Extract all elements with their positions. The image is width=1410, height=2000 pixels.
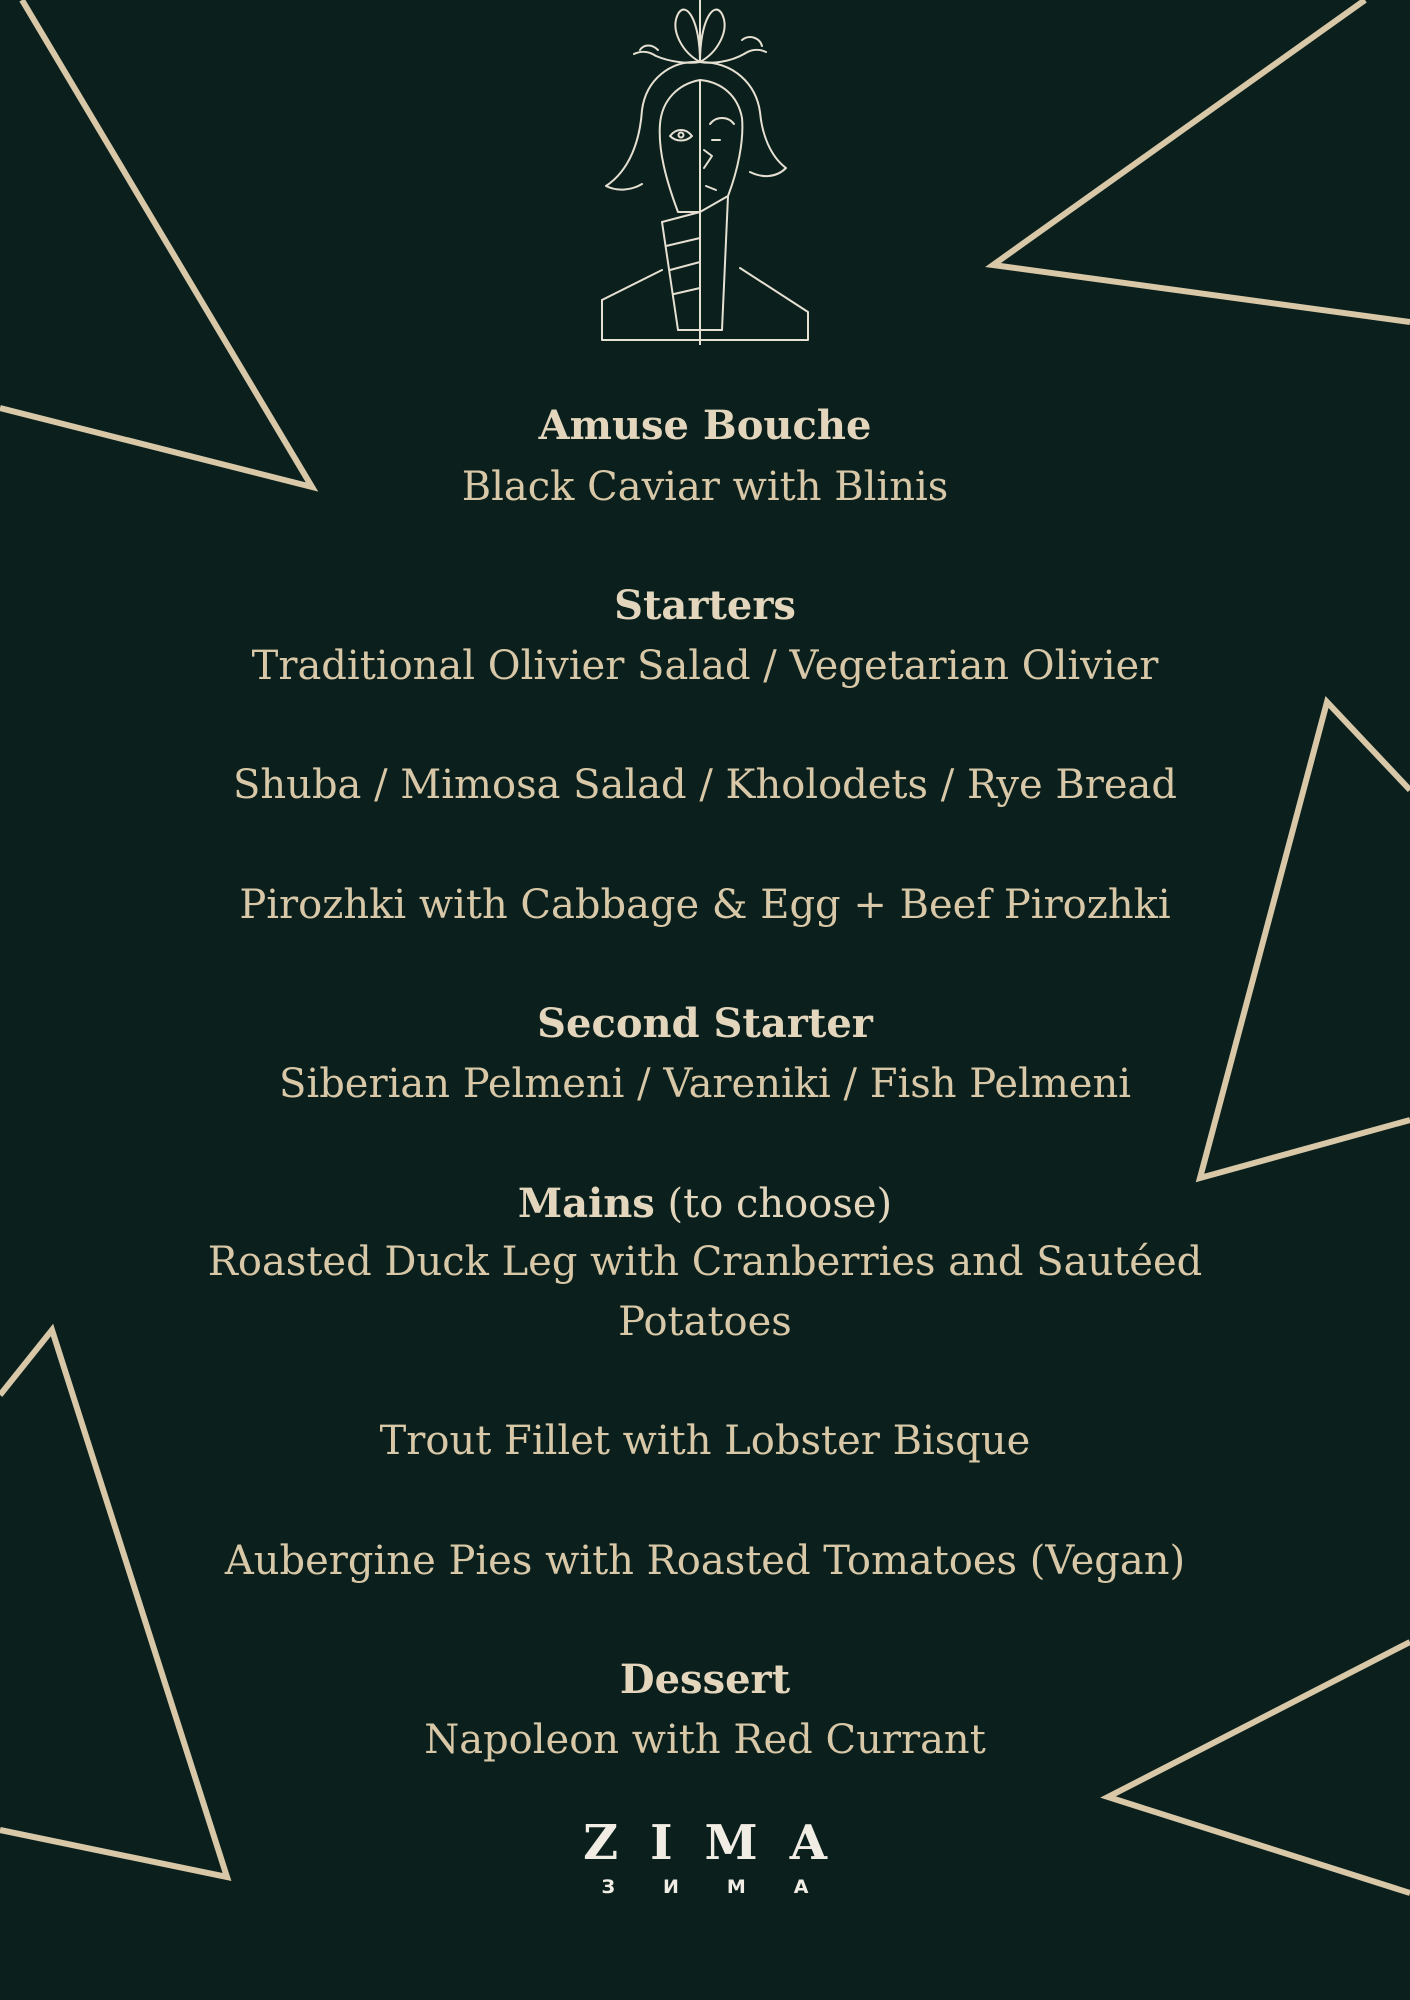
- menu-item-duck-leg: Roasted Duck Leg with Cranberries and Sautéed: [207, 1239, 1203, 1285]
- menu-item-shuba: Shuba / Mimosa Salad / Kholodets / Rye Bread: [233, 762, 1177, 808]
- menu-item-duck-leg-continued: Potatoes: [618, 1299, 792, 1345]
- brand-logo-cyrillic: ЗИМА: [601, 1876, 857, 1898]
- menu-item-aubergine: Aubergine Pies with Roasted Tomatoes (Vegan): [224, 1538, 1186, 1584]
- menu-item-napoleon: Napoleon with Red Currant: [424, 1717, 986, 1763]
- menu-item-pirozhki: Pirozhki with Cabbage & Egg + Beef Pirozhki: [239, 882, 1171, 928]
- menu-item-trout: Trout Fillet with Lobster Bisque: [379, 1418, 1031, 1464]
- section-heading-amuse-bouche: Amuse Bouche: [538, 402, 872, 449]
- section-heading-second-starter: Second Starter: [537, 1000, 873, 1047]
- mains-heading-note: (to choose): [654, 1181, 893, 1227]
- section-heading-dessert: Dessert: [619, 1656, 791, 1703]
- section-heading-mains: [0, 1180, 1410, 1228]
- mains-heading-bold: Mains: [517, 1180, 655, 1227]
- menu-item-pelmeni: Siberian Pelmeni / Vareniki / Fish Pelmeni: [279, 1061, 1131, 1107]
- menu-item-black-caviar: Black Caviar with Blinis: [461, 464, 949, 510]
- section-heading-starters: Starters: [614, 582, 796, 629]
- brand-logo: ZIMA: [583, 1815, 859, 1871]
- menu-item-olivier: Traditional Olivier Salad / Vegetarian Olivier: [251, 643, 1159, 689]
